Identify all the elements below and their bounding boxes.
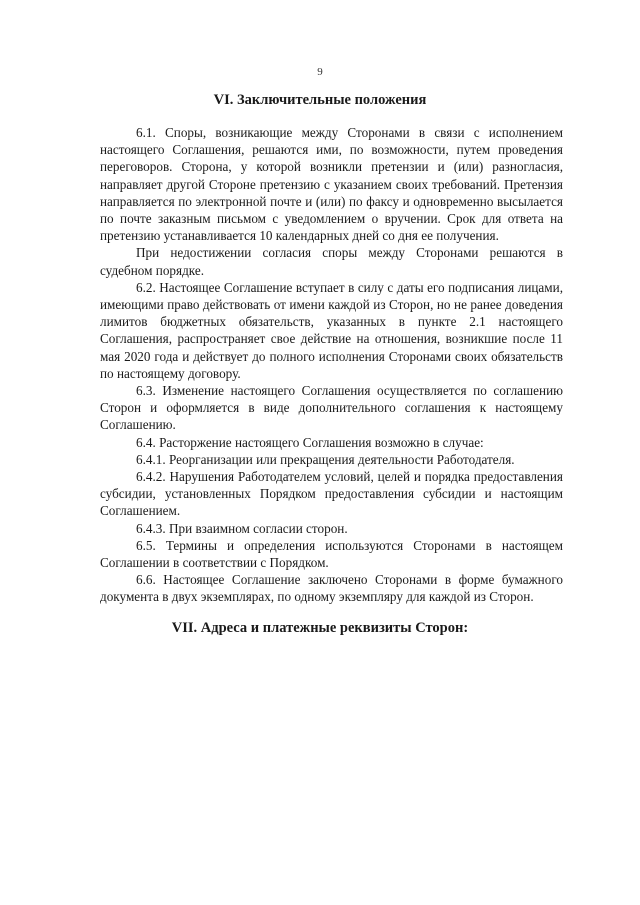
paragraph-6-1: 6.1. Споры, возникающие между Сторонами в связи с исполнением настоящего Соглашения, решаются ими, по возможности, путем проведения переговоров. Сторона, у которой возникли претензии и (или) разногласия, направляет другой Стороне претензию с указанием своих требований. Претензия направляется по электронной почте и (или) по факсу и одновременно высылается по почте заказным письмом с уведомлением о вручении. Срок для ответа на претензию устанавливается 10 календарных дней со дня ее получения. [100, 125, 563, 244]
paragraph-6-2: 6.2. Настоящее Соглашение вступает в силу с даты его подписания лицами, имеющими право действовать от имени каждой из Сторон, но не ранее доведения лимитов бюджетных обязательств, указанных в пункте 2.1 настоящего Соглашения, распространяет свое действие на отношения, возникшие после 11 мая 2020 года и действует до полного исполнения Сторонами своих обязательств по настоящему договору. [100, 279, 563, 381]
paragraph-6-1-court: При недостижении согласия споры между Сторонами решаются в судебном порядке. [100, 245, 563, 278]
paragraph-6-3: 6.3. Изменение настоящего Соглашения осуществляется по соглашению Сторон и оформляется в виде дополнительного соглашения к настоящему Соглашению. [100, 383, 563, 433]
paragraph-6-4-2: 6.4.2. Нарушения Работодателем условий, целей и порядка предоставления субсидии, установленных Порядком предоставления субсидии и настоящим Соглашением. [100, 469, 563, 519]
paragraph-6-4-1: 6.4.1. Реорганизации или прекращения деятельности Работодателя. [136, 451, 515, 467]
paragraph-6-4-3: 6.4.3. При взаимном согласии сторон. [136, 520, 348, 536]
page-number: 9 [317, 66, 323, 78]
paragraph-6-5: 6.5. Термины и определения используются Сторонами в настоящем Соглашении в соответствии с Порядком. [100, 537, 563, 571]
paragraph-6-4: 6.4. Расторжение настоящего Соглашения возможно в случае: [136, 434, 484, 450]
section-6-body [100, 124, 563, 606]
section-7-heading: VII. Адреса и платежные реквизиты Сторон: [171, 620, 469, 636]
paragraph-6-6: 6.6. Настоящее Соглашение заключено Сторонами в форме бумажного документа в двух экземплярах, по одному экземпляру для каждой из Сторон. [100, 572, 563, 605]
section-6-heading: VI. Заключительные положения [213, 92, 427, 108]
